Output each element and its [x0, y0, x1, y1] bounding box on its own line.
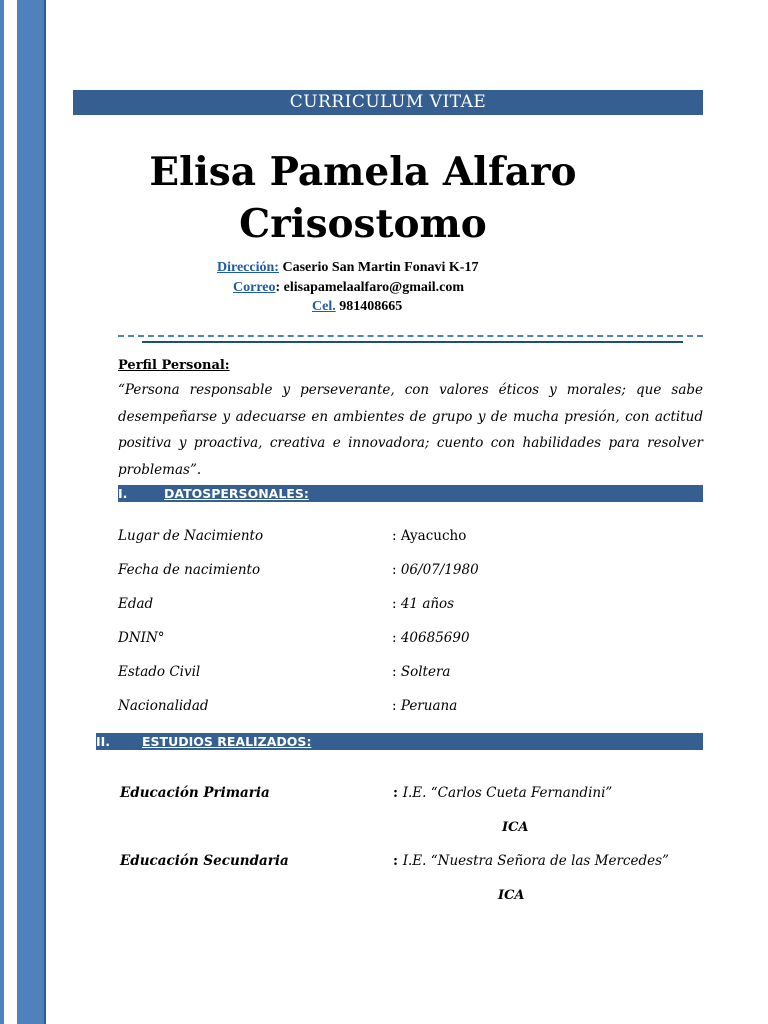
field-value: : Soltera — [392, 664, 451, 680]
profile-title: Perfil Personal: — [118, 358, 230, 373]
name-line-2: Crisostomo — [239, 201, 487, 247]
field-value: : 40685690 — [392, 630, 470, 646]
section-studies — [96, 733, 703, 750]
section-personal-data — [118, 485, 703, 502]
contact-address — [217, 260, 478, 276]
field-label: Fecha de nacimiento — [118, 562, 261, 578]
full-name — [73, 146, 653, 250]
divider-dashed — [118, 335, 703, 337]
field-label: Estado Civil — [118, 664, 201, 680]
contact-email — [233, 280, 464, 296]
section-title: DATOSPERSONALES: — [164, 486, 309, 501]
education-city: ICA — [498, 888, 525, 903]
education-city: ICA — [502, 820, 529, 835]
phone-label: Cel. — [312, 299, 336, 314]
field-value: : 41 años — [392, 596, 455, 612]
section-number: II. — [96, 734, 111, 749]
field-label: Edad — [118, 596, 154, 612]
field-value: : Peruana — [392, 698, 458, 714]
section-title: ESTUDIOS REALIZADOS: — [142, 734, 312, 749]
field-value: : 06/07/1980 — [392, 562, 479, 578]
profile-text: “Persona responsable y perseverante, con valores éticos y morales; que sabe desempeñarse y adecuarse en ambientes de grupo y de mucha presión, con actitud positiva y proactiva, creativa e innovadora; cuento con habilidades para resolver problemas”. — [118, 382, 703, 478]
field-label: DNIN° — [118, 630, 165, 646]
contact-phone — [312, 299, 402, 315]
email-label: Correo — [233, 280, 276, 295]
phone-value: 981408665 — [339, 299, 403, 314]
divider-solid — [142, 341, 683, 343]
sidebar-stripe — [17, 0, 44, 1024]
education-value: : I.E. “Carlos Cueta Fernandini” — [393, 785, 613, 801]
field-value: : Ayacucho — [392, 528, 467, 544]
field-label: Nacionalidad — [118, 698, 209, 714]
education-label: Educación Secundaria — [120, 853, 289, 869]
sidebar-stripe-thin — [0, 0, 4, 1024]
address-value: Caserio San Martin Fonavi K-17 — [282, 260, 479, 275]
education-value: : I.E. “Nuestra Señora de las Mercedes” — [393, 853, 669, 869]
cv-banner: CURRICULUM VITAE — [73, 90, 703, 115]
email-value[interactable]: : elisapamelaalfaro@gmail.com — [275, 280, 465, 295]
education-label: Educación Primaria — [120, 785, 270, 801]
field-label: Lugar de Nacimiento — [118, 528, 264, 544]
address-label: Dirección: — [217, 260, 279, 275]
name-line-1: Elisa Pamela Alfaro — [149, 149, 577, 195]
section-number: I. — [118, 486, 128, 501]
